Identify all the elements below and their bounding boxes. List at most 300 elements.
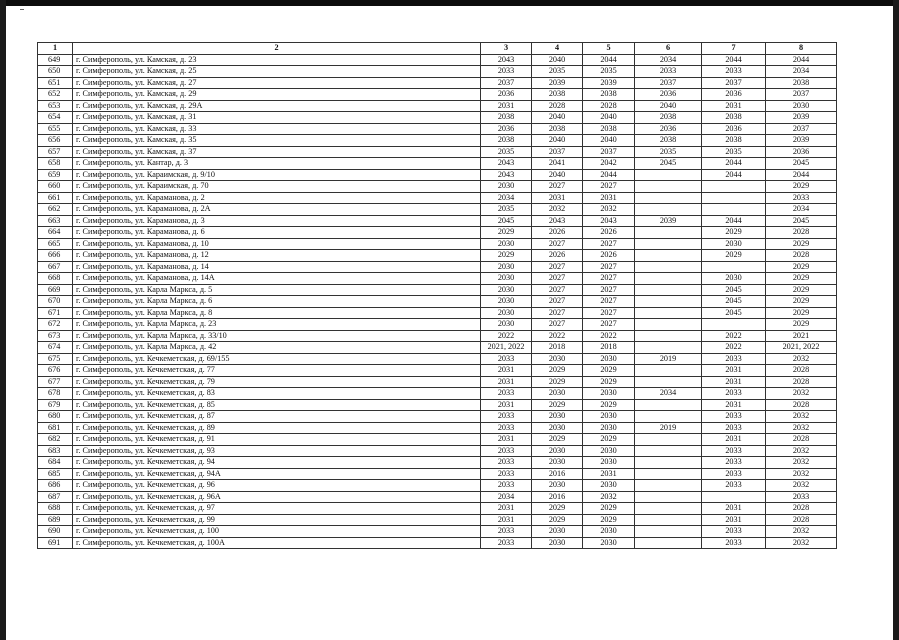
table-row [38, 296, 837, 308]
cell-col3: 2030 [481, 261, 532, 273]
cell-col6 [635, 342, 702, 354]
cell-col4: 2029 [532, 434, 583, 446]
cell-col5: 2035 [583, 66, 635, 78]
cell-col7: 2044 [702, 215, 766, 227]
cell-col8: 2039 [766, 112, 837, 124]
cell-col3: 2033 [481, 411, 532, 423]
address: г. Симферополь, ул. Кантар, д. 3 [73, 158, 481, 170]
cell-col3: 2030 [481, 319, 532, 331]
table-row [38, 192, 837, 204]
cell-col5: 2027 [583, 238, 635, 250]
cell-col4: 2038 [532, 123, 583, 135]
address: г. Симферополь, ул. Караманова, д. 3 [73, 215, 481, 227]
scan-left-edge [0, 0, 6, 640]
cell-col5: 2031 [583, 468, 635, 480]
cell-col6 [635, 457, 702, 469]
cell-col7: 2038 [702, 135, 766, 147]
table-row [38, 480, 837, 492]
row-number: 655 [38, 123, 73, 135]
cell-col5: 2027 [583, 261, 635, 273]
table-row [38, 330, 837, 342]
cell-col5: 2026 [583, 227, 635, 239]
cell-col3: 2029 [481, 250, 532, 262]
cell-col6: 2033 [635, 66, 702, 78]
cell-col8: 2029 [766, 273, 837, 285]
cell-col4: 2027 [532, 261, 583, 273]
address: г. Симферополь, ул. Караимская, д. 9/10 [73, 169, 481, 181]
address: г. Симферополь, ул. Караманова, д. 12 [73, 250, 481, 262]
cell-col5: 2030 [583, 411, 635, 423]
cell-col5: 2029 [583, 365, 635, 377]
cell-col3: 2030 [481, 307, 532, 319]
cell-col4: 2027 [532, 284, 583, 296]
address: г. Симферополь, ул. Карла Маркса, д. 33/10 [73, 330, 481, 342]
row-number: 662 [38, 204, 73, 216]
cell-col6: 2045 [635, 158, 702, 170]
cell-col3: 2036 [481, 89, 532, 101]
row-number: 665 [38, 238, 73, 250]
address: г. Симферополь, ул. Камская, д. 35 [73, 135, 481, 147]
cell-col4: 2031 [532, 192, 583, 204]
table-row [38, 169, 837, 181]
cell-col3: 2031 [481, 365, 532, 377]
cell-col4: 2030 [532, 457, 583, 469]
cell-col5: 2027 [583, 307, 635, 319]
address: г. Симферополь, ул. Карла Маркса, д. 42 [73, 342, 481, 354]
row-number: 687 [38, 491, 73, 503]
cell-col4: 2026 [532, 227, 583, 239]
cell-col6 [635, 537, 702, 549]
cell-col4: 2029 [532, 514, 583, 526]
row-number: 667 [38, 261, 73, 273]
cell-col5: 2030 [583, 353, 635, 365]
cell-col8: 2021, 2022 [766, 342, 837, 354]
address: г. Симферополь, ул. Караманова, д. 14А [73, 273, 481, 285]
address: г. Симферополь, ул. Карла Маркса, д. 5 [73, 284, 481, 296]
cell-col8: 2033 [766, 491, 837, 503]
cell-col4: 2029 [532, 503, 583, 515]
column-header: 1 [38, 43, 73, 55]
address: г. Симферополь, ул. Караманова, д. 10 [73, 238, 481, 250]
row-number: 691 [38, 537, 73, 549]
cell-col7: 2033 [702, 457, 766, 469]
cell-col8: 2036 [766, 146, 837, 158]
cell-col7: 2031 [702, 100, 766, 112]
address: г. Симферополь, ул. Кечкеметская, д. 91 [73, 434, 481, 446]
header-row [38, 43, 837, 55]
address: г. Симферополь, ул. Кечкеметская, д. 96А [73, 491, 481, 503]
cell-col6 [635, 250, 702, 262]
scan-mark [20, 9, 24, 10]
table-row [38, 491, 837, 503]
table-row [38, 411, 837, 423]
cell-col3: 2031 [481, 503, 532, 515]
row-number: 652 [38, 89, 73, 101]
cell-col5: 2039 [583, 77, 635, 89]
cell-col5: 2027 [583, 319, 635, 331]
cell-col4: 2040 [532, 112, 583, 124]
scan-right-edge [893, 0, 899, 640]
row-number: 680 [38, 411, 73, 423]
cell-col6 [635, 526, 702, 538]
table-row [38, 434, 837, 446]
cell-col8: 2033 [766, 192, 837, 204]
table-row [38, 284, 837, 296]
cell-col8: 2029 [766, 307, 837, 319]
cell-col7: 2030 [702, 273, 766, 285]
cell-col6 [635, 204, 702, 216]
row-number: 684 [38, 457, 73, 469]
row-number: 656 [38, 135, 73, 147]
cell-col5: 2044 [583, 54, 635, 66]
cell-col5: 2029 [583, 503, 635, 515]
row-number: 658 [38, 158, 73, 170]
address: г. Симферополь, ул. Караманова, д. 2А [73, 204, 481, 216]
cell-col5: 2038 [583, 89, 635, 101]
address: г. Симферополь, ул. Карла Маркса, д. 6 [73, 296, 481, 308]
table-row [38, 100, 837, 112]
cell-col4: 2040 [532, 135, 583, 147]
row-number: 685 [38, 468, 73, 480]
cell-col6 [635, 238, 702, 250]
cell-col3: 2033 [481, 480, 532, 492]
cell-col7: 2038 [702, 112, 766, 124]
cell-col4: 2030 [532, 537, 583, 549]
cell-col5: 2030 [583, 388, 635, 400]
cell-col6: 2019 [635, 353, 702, 365]
cell-col7: 2033 [702, 66, 766, 78]
cell-col4: 2030 [532, 445, 583, 457]
cell-col4: 2040 [532, 169, 583, 181]
cell-col3: 2030 [481, 284, 532, 296]
table-row [38, 89, 837, 101]
cell-col6 [635, 181, 702, 193]
address: г. Симферополь, ул. Камская, д. 27 [73, 77, 481, 89]
cell-col3: 2031 [481, 434, 532, 446]
cell-col4: 2032 [532, 204, 583, 216]
table-row [38, 457, 837, 469]
cell-col7: 2022 [702, 342, 766, 354]
table-row [38, 537, 837, 549]
cell-col7: 2033 [702, 468, 766, 480]
cell-col8: 2032 [766, 526, 837, 538]
row-number: 679 [38, 399, 73, 411]
cell-col6 [635, 365, 702, 377]
cell-col8: 2039 [766, 135, 837, 147]
cell-col7: 2033 [702, 445, 766, 457]
cell-col7: 2045 [702, 284, 766, 296]
cell-col7 [702, 204, 766, 216]
row-number: 650 [38, 66, 73, 78]
cell-col5: 2032 [583, 491, 635, 503]
row-number: 663 [38, 215, 73, 227]
cell-col7: 2033 [702, 526, 766, 538]
table-row [38, 514, 837, 526]
cell-col4: 2029 [532, 365, 583, 377]
cell-col5: 2026 [583, 250, 635, 262]
address: г. Симферополь, ул. Кечкеметская, д. 97 [73, 503, 481, 515]
cell-col7: 2036 [702, 89, 766, 101]
cell-col7: 2033 [702, 388, 766, 400]
row-number: 678 [38, 388, 73, 400]
cell-col8: 2037 [766, 89, 837, 101]
address: г. Симферополь, ул. Кечкеметская, д. 93 [73, 445, 481, 457]
cell-col8: 2045 [766, 158, 837, 170]
cell-col4: 2029 [532, 376, 583, 388]
cell-col4: 2022 [532, 330, 583, 342]
cell-col6: 2039 [635, 215, 702, 227]
cell-col6 [635, 411, 702, 423]
cell-col8: 2028 [766, 250, 837, 262]
column-header: 8 [766, 43, 837, 55]
column-header: 4 [532, 43, 583, 55]
row-number: 668 [38, 273, 73, 285]
column-header: 6 [635, 43, 702, 55]
cell-col3: 2033 [481, 422, 532, 434]
cell-col5: 2018 [583, 342, 635, 354]
cell-col3: 2031 [481, 514, 532, 526]
address: г. Симферополь, ул. Кечкеметская, д. 69/155 [73, 353, 481, 365]
cell-col8: 2028 [766, 376, 837, 388]
cell-col4: 2027 [532, 319, 583, 331]
address: г. Симферополь, ул. Кечкеметская, д. 79 [73, 376, 481, 388]
table-row [38, 307, 837, 319]
row-number: 682 [38, 434, 73, 446]
address: г. Симферополь, ул. Кечкеметская, д. 99 [73, 514, 481, 526]
table-row [38, 342, 837, 354]
cell-col7: 2033 [702, 537, 766, 549]
row-number: 674 [38, 342, 73, 354]
cell-col7: 2031 [702, 365, 766, 377]
cell-col8: 2028 [766, 365, 837, 377]
row-number: 690 [38, 526, 73, 538]
cell-col6: 2037 [635, 77, 702, 89]
cell-col5: 2030 [583, 537, 635, 549]
cell-col5: 2030 [583, 526, 635, 538]
cell-col8: 2032 [766, 480, 837, 492]
cell-col5: 2042 [583, 158, 635, 170]
cell-col8: 2028 [766, 514, 837, 526]
cell-col3: 2031 [481, 399, 532, 411]
cell-col7: 2035 [702, 146, 766, 158]
column-header: 3 [481, 43, 532, 55]
table-row [38, 112, 837, 124]
cell-col7: 2033 [702, 353, 766, 365]
cell-col3: 2037 [481, 77, 532, 89]
cell-col8: 2032 [766, 353, 837, 365]
cell-col4: 2030 [532, 411, 583, 423]
cell-col4: 2027 [532, 238, 583, 250]
cell-col3: 2030 [481, 181, 532, 193]
cell-col8: 2032 [766, 445, 837, 457]
cell-col6: 2040 [635, 100, 702, 112]
cell-col3: 2036 [481, 123, 532, 135]
cell-col5: 2032 [583, 204, 635, 216]
row-number: 657 [38, 146, 73, 158]
address: г. Симферополь, ул. Камская, д. 29А [73, 100, 481, 112]
cell-col7: 2031 [702, 514, 766, 526]
cell-col3: 2034 [481, 192, 532, 204]
cell-col5: 2027 [583, 181, 635, 193]
table-row [38, 158, 837, 170]
cell-col5: 2029 [583, 434, 635, 446]
cell-col6 [635, 330, 702, 342]
table-row [38, 261, 837, 273]
table-row [38, 146, 837, 158]
row-number: 681 [38, 422, 73, 434]
cell-col3: 2043 [481, 158, 532, 170]
cell-col8: 2029 [766, 319, 837, 331]
cell-col4: 2030 [532, 422, 583, 434]
address: г. Симферополь, ул. Караманова, д. 14 [73, 261, 481, 273]
row-number: 689 [38, 514, 73, 526]
cell-col4: 2037 [532, 146, 583, 158]
cell-col4: 2016 [532, 491, 583, 503]
schedule-table [37, 42, 837, 549]
cell-col3: 2033 [481, 66, 532, 78]
cell-col8: 2028 [766, 399, 837, 411]
cell-col3: 2035 [481, 204, 532, 216]
cell-col5: 2040 [583, 112, 635, 124]
cell-col6 [635, 434, 702, 446]
cell-col7: 2045 [702, 307, 766, 319]
cell-col7 [702, 181, 766, 193]
cell-col3: 2030 [481, 296, 532, 308]
cell-col7 [702, 319, 766, 331]
cell-col8: 2032 [766, 468, 837, 480]
cell-col8: 2032 [766, 388, 837, 400]
address: г. Симферополь, ул. Камская, д. 29 [73, 89, 481, 101]
row-number: 671 [38, 307, 73, 319]
cell-col7: 2044 [702, 54, 766, 66]
cell-col4: 2027 [532, 181, 583, 193]
cell-col3: 2043 [481, 169, 532, 181]
cell-col8: 2037 [766, 123, 837, 135]
address: г. Симферополь, ул. Кечкеметская, д. 89 [73, 422, 481, 434]
table-row [38, 215, 837, 227]
cell-col8: 2028 [766, 227, 837, 239]
address: г. Симферополь, ул. Камская, д. 23 [73, 54, 481, 66]
cell-col3: 2033 [481, 457, 532, 469]
cell-col8: 2030 [766, 100, 837, 112]
table-row [38, 123, 837, 135]
address: г. Симферополь, ул. Караманова, д. 6 [73, 227, 481, 239]
cell-col4: 2018 [532, 342, 583, 354]
row-number: 653 [38, 100, 73, 112]
cell-col6 [635, 169, 702, 181]
cell-col3: 2033 [481, 445, 532, 457]
cell-col6 [635, 514, 702, 526]
cell-col8: 2032 [766, 537, 837, 549]
column-header: 2 [73, 43, 481, 55]
cell-col3: 2033 [481, 388, 532, 400]
cell-col5: 2029 [583, 399, 635, 411]
cell-col5: 2037 [583, 146, 635, 158]
address: г. Симферополь, ул. Камская, д. 37 [73, 146, 481, 158]
cell-col5: 2029 [583, 514, 635, 526]
cell-col8: 2034 [766, 204, 837, 216]
cell-col4: 2030 [532, 388, 583, 400]
cell-col6: 2036 [635, 89, 702, 101]
cell-col3: 2021, 2022 [481, 342, 532, 354]
cell-col7: 2029 [702, 250, 766, 262]
table-body [38, 54, 837, 549]
cell-col4: 2029 [532, 399, 583, 411]
cell-col7: 2031 [702, 376, 766, 388]
cell-col5: 2029 [583, 376, 635, 388]
cell-col5: 2031 [583, 192, 635, 204]
cell-col7: 2036 [702, 123, 766, 135]
cell-col4: 2027 [532, 296, 583, 308]
table-row [38, 503, 837, 515]
address: г. Симферополь, ул. Камская, д. 31 [73, 112, 481, 124]
table-row [38, 319, 837, 331]
address: г. Симферополь, ул. Кечкеметская, д. 100А [73, 537, 481, 549]
cell-col8: 2032 [766, 457, 837, 469]
address: г. Симферополь, ул. Карла Маркса, д. 23 [73, 319, 481, 331]
table-row [38, 399, 837, 411]
column-header: 5 [583, 43, 635, 55]
cell-col8: 2032 [766, 422, 837, 434]
cell-col5: 2043 [583, 215, 635, 227]
cell-col3: 2033 [481, 468, 532, 480]
cell-col6 [635, 307, 702, 319]
row-number: 660 [38, 181, 73, 193]
row-number: 654 [38, 112, 73, 124]
cell-col8: 2029 [766, 261, 837, 273]
row-number: 675 [38, 353, 73, 365]
cell-col4: 2040 [532, 54, 583, 66]
cell-col7: 2044 [702, 158, 766, 170]
address: г. Симферополь, ул. Карла Маркса, д. 8 [73, 307, 481, 319]
row-number: 677 [38, 376, 73, 388]
cell-col6 [635, 376, 702, 388]
cell-col5: 2030 [583, 422, 635, 434]
table-row [38, 353, 837, 365]
cell-col7: 2037 [702, 77, 766, 89]
cell-col7: 2033 [702, 422, 766, 434]
table-row [38, 365, 837, 377]
cell-col3: 2022 [481, 330, 532, 342]
cell-col8: 2045 [766, 215, 837, 227]
cell-col6: 2038 [635, 112, 702, 124]
address: г. Симферополь, ул. Кечкеметская, д. 94 [73, 457, 481, 469]
cell-col6 [635, 468, 702, 480]
cell-col4: 2026 [532, 250, 583, 262]
address: г. Симферополь, ул. Кечкеметская, д. 96 [73, 480, 481, 492]
cell-col5: 2044 [583, 169, 635, 181]
row-number: 661 [38, 192, 73, 204]
cell-col6: 2035 [635, 146, 702, 158]
cell-col8: 2034 [766, 66, 837, 78]
cell-col6 [635, 192, 702, 204]
cell-col8: 2029 [766, 181, 837, 193]
cell-col4: 2030 [532, 480, 583, 492]
cell-col6 [635, 273, 702, 285]
cell-col3: 2030 [481, 238, 532, 250]
table-row [38, 388, 837, 400]
cell-col4: 2039 [532, 77, 583, 89]
cell-col7: 2033 [702, 480, 766, 492]
cell-col3: 2035 [481, 146, 532, 158]
cell-col4: 2038 [532, 89, 583, 101]
row-number: 686 [38, 480, 73, 492]
cell-col7: 2031 [702, 434, 766, 446]
cell-col6 [635, 296, 702, 308]
cell-col7: 2031 [702, 399, 766, 411]
cell-col7 [702, 192, 766, 204]
table-row [38, 227, 837, 239]
